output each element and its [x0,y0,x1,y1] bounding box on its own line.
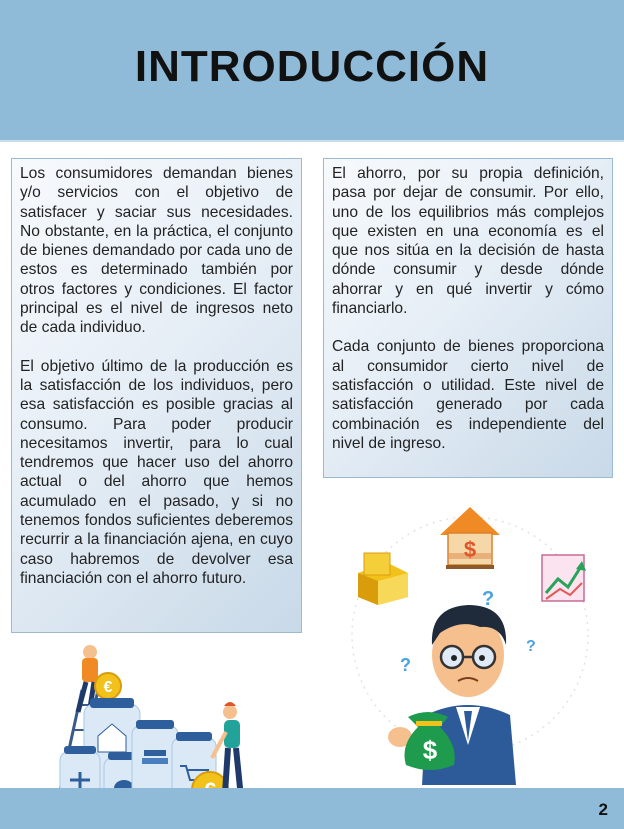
gold-bars-icon [358,553,408,605]
right-paragraph-2: Cada conjunto de bienes proporciona al consumidor cierto nivel de satisfacción o utilidad. Este nivel de satisfacción generado por cada combinación es independiente del nivel de ingreso. [332,338,604,452]
footer-band [0,788,624,829]
right-text-box [323,158,613,478]
left-text-box [11,158,302,633]
page-number: 2 [598,800,608,819]
growth-chart-icon [542,555,586,601]
right-paragraph-1: El ahorro, por su propia definición, pasa por dejar de consumir. Por ello, uno de los equilibrios más complejos que existen en una economía es el que nos sitúa en la decisión de hasta dónde consumir y desde dónde ahorrar y en qué invertir y cómo financiarlo. [332,165,604,318]
house-icon [440,507,500,569]
svg-text:$: $ [422,735,438,765]
left-paragraph-1: Los consumidores demandan bienes y/o servicios con el objetivo de satisfacer y saciar sus necesidades. No obstante, en la práctica, el conjunto de bienes demandado por cada uno de estos es determinado también por otros factores y condiciones. El factor principal es el nivel de ingresos neto de cada individuo. [20,165,293,337]
page-title: INTRODUCCIÓN [134,42,490,91]
euro-coin-symbol: € [103,679,113,696]
question-mark-3: ? [400,655,411,675]
question-mark-1: ? [482,588,495,610]
thinking-man-illustration [330,495,610,785]
svg-text:$: $ [463,537,477,562]
question-mark-2: ? [526,638,536,655]
left-paragraph-2: El objetivo último de la producción es la satisfacción de los individuos, pero esa satisfacción es posible gracias al consumo. Para poder producir necesitamos invertir, para lo cual tendremos que hacer uso del ahorro actual o del ahorro que hemos acumulado en el pasado, y si no tenemos fondos suficientes deberemos recurrir a la financiación ajena, en cuyo caso habremos de devolver esa financiación con el ahorro futuro. [20,357,293,587]
